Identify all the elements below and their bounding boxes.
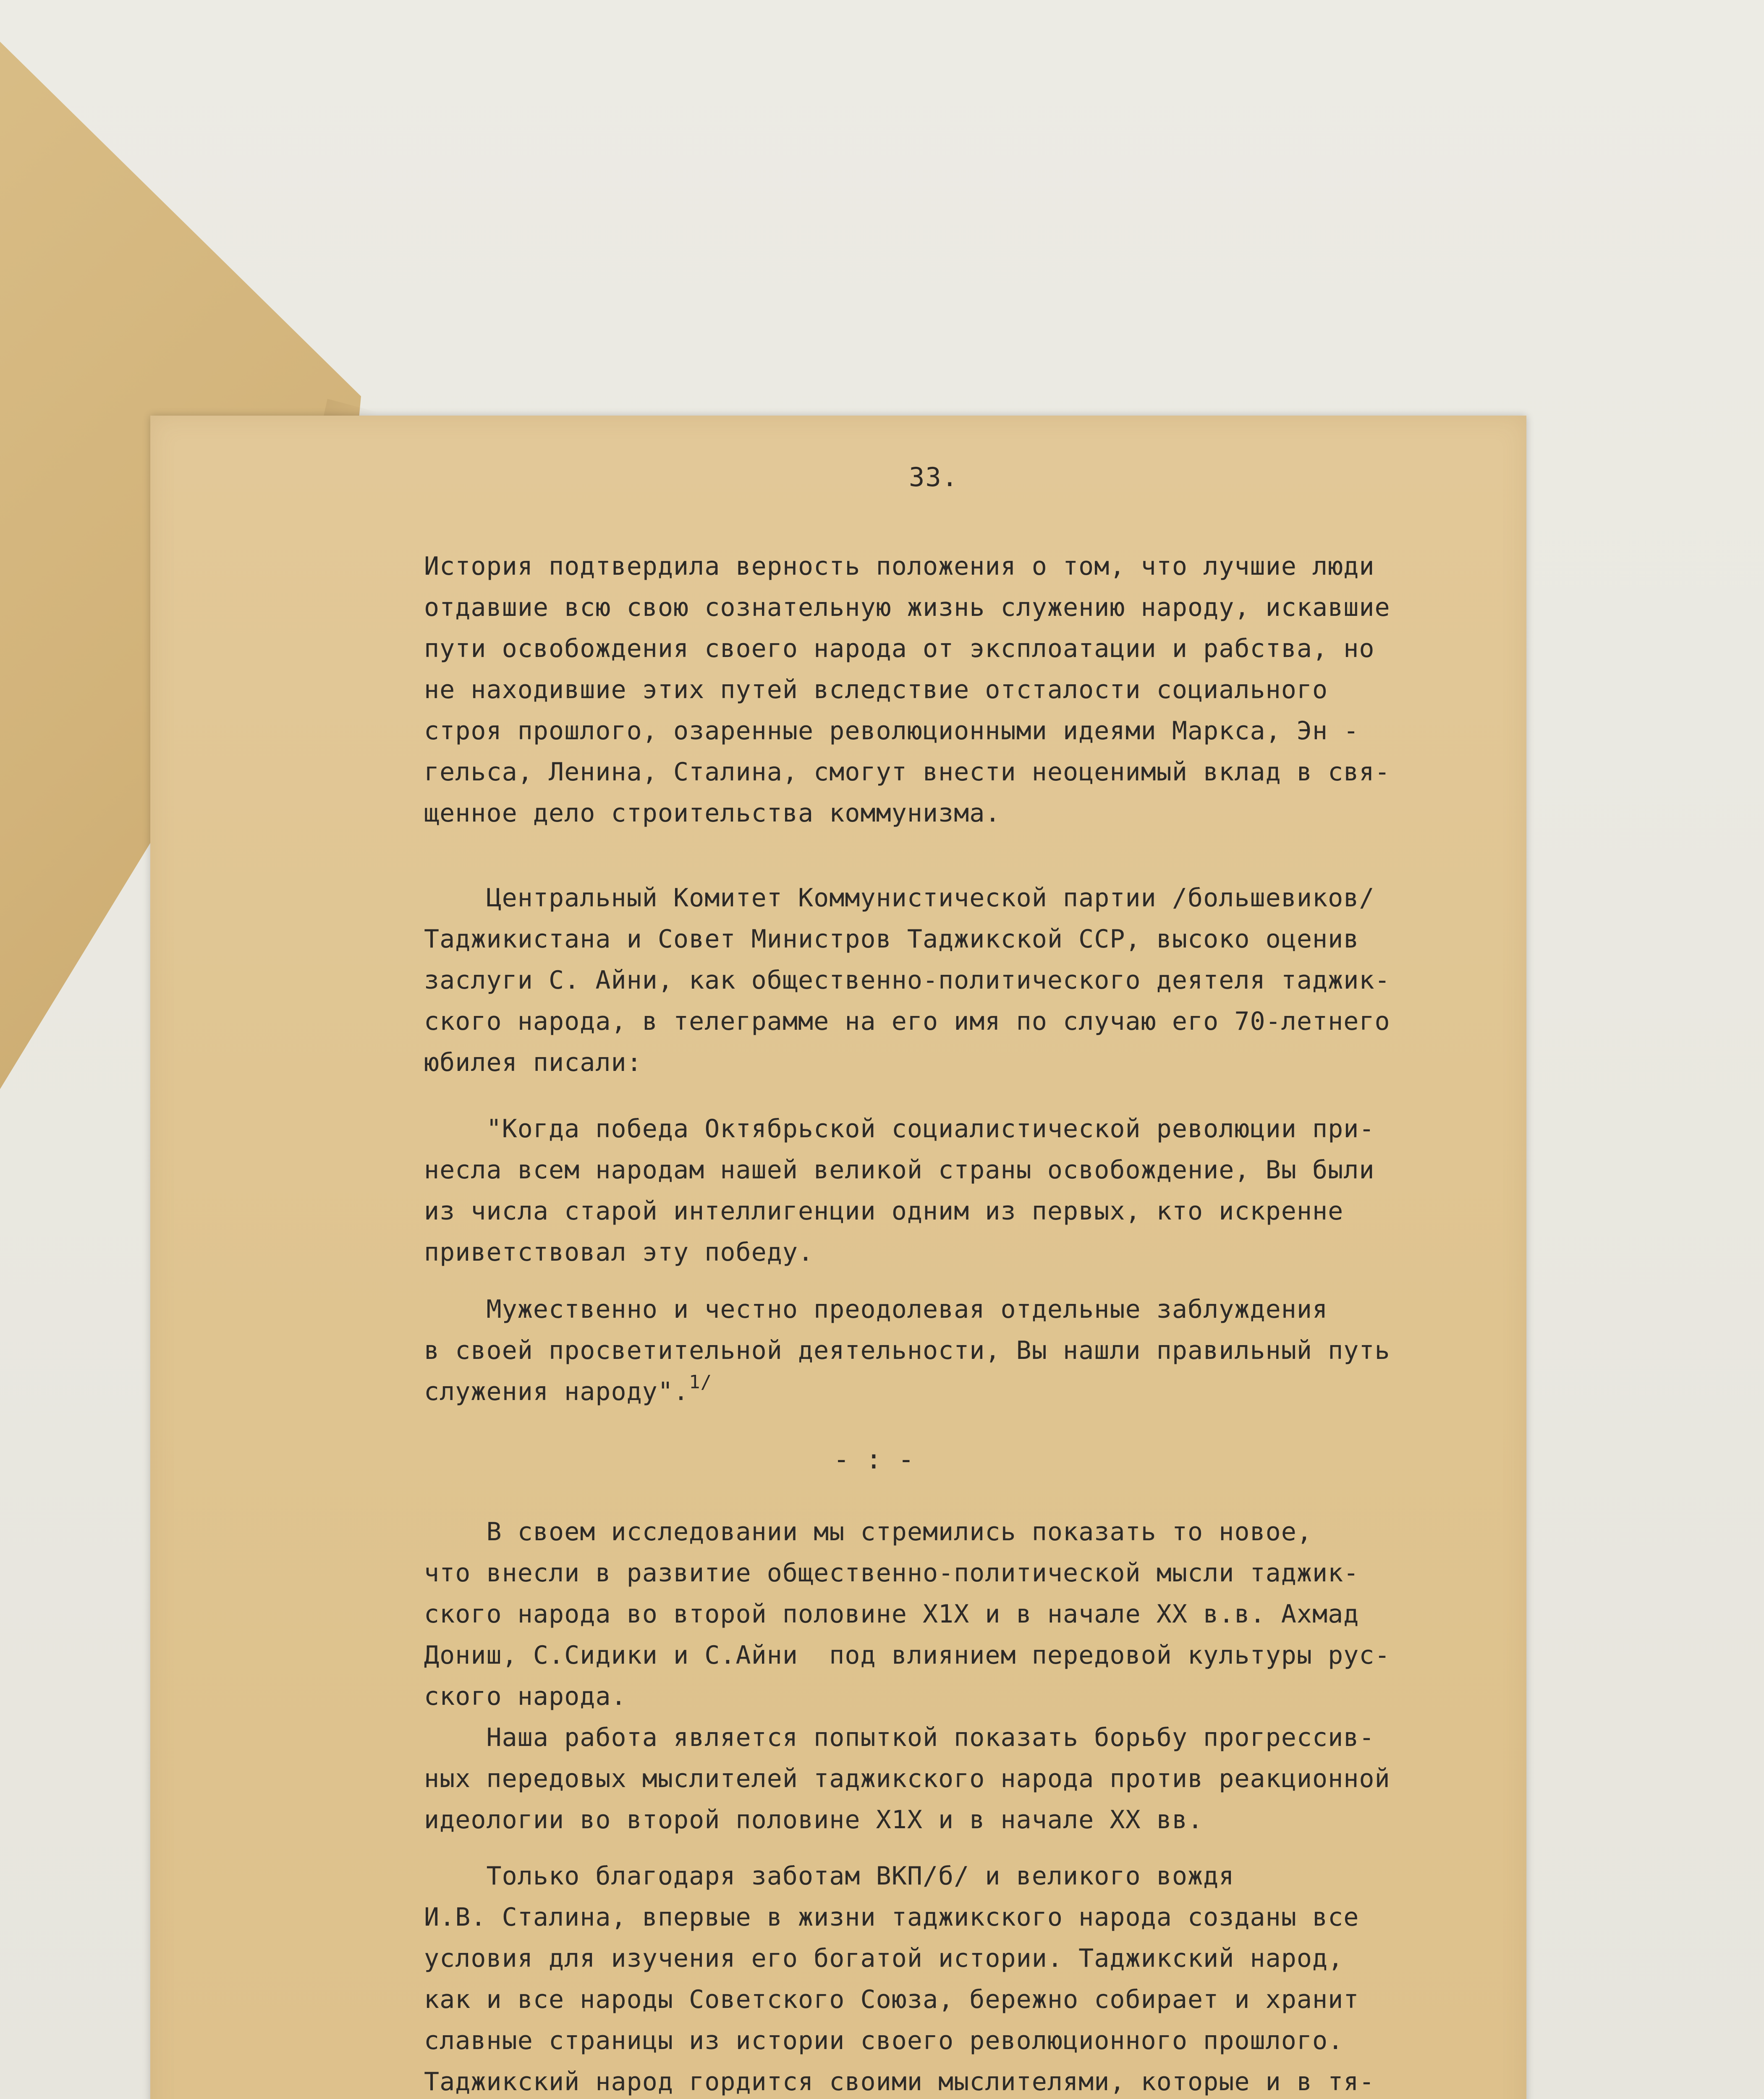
text-line: юбилея писали:: [424, 1048, 642, 1077]
text-line: ского народа во второй половине X1X и в начале XX в.в. Ахмад: [424, 1599, 1359, 1629]
text-line: строя прошлого, озаренные революционными идеями Маркса, Эн -: [424, 716, 1359, 746]
text-line: щенное дело строительства коммунизма.: [424, 798, 1001, 828]
text-line: Наша работа является попыткой показать борьбу прогрессив-: [424, 1723, 1375, 1752]
text-line: славные страницы из истории своего революционного прошлого.: [424, 2026, 1344, 2055]
text-line: как и все народы Советского Союза, бережно собирает и хранит: [424, 1985, 1359, 2014]
text-line: В своем исследовании мы стремились показать то новое,: [424, 1517, 1313, 1547]
text-line: ского народа, в телеграмме на его имя по случаю его 70-летнего: [424, 1007, 1390, 1036]
quote-part-two: [424, 1289, 1499, 1415]
text-line: Только благодаря заботам ВКП/б/ и великого вождя: [424, 1861, 1235, 1891]
text-line: [424, 1371, 1499, 1415]
text-line: И.В. Сталина, впервые в жизни таджикского народа созданы все: [424, 1903, 1359, 1932]
text-line: Мужественно и честно преодолевая отдельные заблуждения: [424, 1295, 1328, 1324]
footnote-reference: 1/: [689, 1371, 712, 1393]
text-line: несла всем народам нашей великой страны освобождение, Вы были: [424, 1155, 1375, 1185]
text-line: Дониш, С.Сидики и С.Айни под влиянием передовой культуры рус-: [424, 1641, 1390, 1670]
text-line: "Когда победа Октябрьской социалистической революции при-: [424, 1114, 1375, 1144]
paragraph-central-committee: [424, 877, 1499, 1083]
text-line: заслуги С. Айни, как общественно-политического деятеля таджик-: [424, 966, 1390, 995]
text-line: не находившие этих путей вследствие отсталости социального: [424, 675, 1328, 704]
text-line: История подтвердила верность положения о том, что лучшие люди: [424, 552, 1375, 581]
text-line: из числа старой интеллигенции одним из первых, кто искренне: [424, 1196, 1344, 1226]
text-line: условия для изучения его богатой истории. Таджикский народ,: [424, 1944, 1344, 1973]
paragraph-stalin: [424, 1856, 1499, 2099]
quote-ending: служения народу".: [424, 1377, 689, 1406]
quote-part-one: [424, 1108, 1499, 1273]
page-number: 33.: [909, 462, 958, 492]
text-line: Центральный Комитет Коммунистической партии /большевиков/: [424, 883, 1375, 913]
paragraph-history: [424, 546, 1499, 834]
text-line: гельса, Ленина, Сталина, смогут внести неоценимый вклад в свя-: [424, 757, 1390, 787]
text-line: что внесли в развитие общественно-политической мысли таджик-: [424, 1558, 1359, 1588]
text-line: идеологии во второй половине X1X и в начале XX вв.: [424, 1805, 1204, 1835]
text-line: ского народа.: [424, 1682, 627, 1711]
text-line: в своей просветительной деятельности, Вы нашли правильный путь: [424, 1336, 1390, 1365]
section-separator: - : -: [833, 1444, 914, 1475]
text-line: Таджикский народ гордится своими мыслителями, которые и в тя-: [424, 2067, 1375, 2096]
paragraph-our-work: [424, 1717, 1499, 1840]
paragraph-research: [424, 1511, 1499, 1717]
text-line: Таджикистана и Совет Министров Таджикской ССР, высоко оценив: [424, 924, 1359, 954]
text-line: приветствовал эту победу.: [424, 1238, 814, 1267]
text-line: пути освобождения своего народа от эксплоатации и рабства, но: [424, 634, 1375, 663]
text-line: отдавшие всю свою сознательную жизнь служению народу, искавшие: [424, 593, 1390, 622]
text-line: ных передовых мыслителей таджикского народа против реакционной: [424, 1764, 1390, 1793]
